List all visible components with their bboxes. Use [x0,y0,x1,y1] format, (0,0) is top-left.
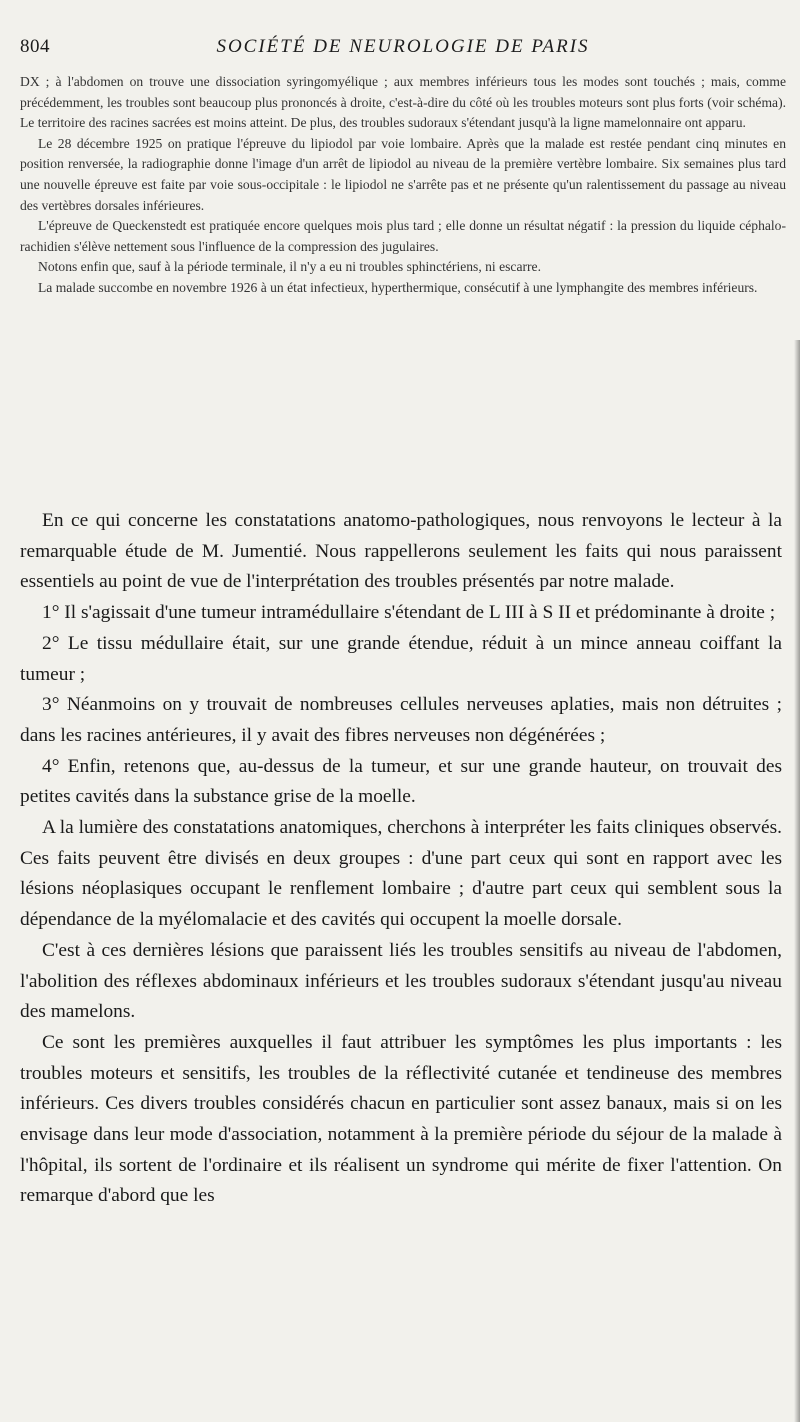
binding-shadow [794,340,800,1422]
page-number: 804 [20,36,50,57]
body-paragraph: 4° Enfin, retenons que, au-dessus de la tumeur, et sur une grande hauteur, on trouvait des petites cavités dans la substance grise de la moelle. [20,755,782,808]
case-notes-block [20,72,786,299]
body-paragraph: A la lumière des constatations anatomiques, cherchons à interpréter les faits cliniques observés. Ces faits peuvent être divisés en deux groupes : d'une part ceux qui sont en rapport avec les lésions néoplasiques occupant le renflement lombaire ; d'autre part ceux qui semblent sous la dépendance de la myélomalacie et des cavités qui occupent la moelle dorsale. [20,817,782,931]
running-title: SOCIÉTÉ DE NEUROLOGIE DE PARIS [216,36,590,57]
body-paragraph: C'est à ces dernières lésions que paraissent liés les troubles sensitifs au niveau de l'abdomen, l'abolition des réflexes abdominaux inférieurs et les troubles sudoraux s'étendant jusqu'au niveau des mamelons. [20,939,782,1023]
body-paragraph: 2° Le tissu médullaire était, sur une grande étendue, réduit à un mince anneau coiffant la tumeur ; [20,632,782,685]
body-paragraph: 1° Il s'agissait d'une tumeur intramédullaire s'étendant de L III à S II et prédominante à droite ; [42,602,776,624]
page-header [20,26,786,56]
case-note-paragraph: Le 28 décembre 1925 on pratique l'épreuve du lipiodol par voie lombaire. Après que la malade est restée pendant cinq minutes en position renversée, la radiographie donne l'image d'un arrêt de lipiodol au niveau de la première vertèbre lombaire. Six semaines plus tard une nouvelle épreuve est faite par voie sous-occipitale : le lipiodol ne s'arrête pas et ne présente qu'un ralentissement du passage au niveau des vertèbres dorsales inférieures. [20,135,786,213]
case-note-paragraph: Notons enfin que, sauf à la période terminale, il n'y a eu ni troubles sphinctériens, ni escarre. [38,259,541,275]
main-text-block [20,506,782,1212]
body-paragraph: Ce sont les premières auxquelles il faut attribuer les symptômes les plus importants : les troubles moteurs et sensitifs, les troubles de la réflectivité cutanée et tendineuse des membres inférieurs. Ces divers troubles considérés chacun en particulier sont assez banaux, mais si on les envisage dans leur mode d'association, notamment à la première période du séjour de la malade à l'hôpital, ils sortent de l'ordinaire et ils réalisent un syndrome qui mérite de fixer l'attention. On remarque d'abord que les [20,1031,782,1207]
case-note-paragraph: L'épreuve de Queckenstedt est pratiquée encore quelques mois plus tard ; elle donne un résultat négatif : la pression du liquide céphalo-rachidien s'élève nettement sous l'influence de la compression des jugulaires. [20,218,786,254]
case-note-paragraph: DX ; à l'abdomen on trouve une dissociation syringomyélique ; aux membres inférieurs tous les modes sont touchés ; mais, comme précédemment, les troubles sont beaucoup plus prononcés à droite, c'est-à-dire du côté où les troubles moteurs sont plus forts (voir schéma). Le territoire des racines sacrées est moins atteint. De plus, des troubles sudoraux s'étendant jusqu'à la ligne mamelonnaire ont apparu. [20,74,786,131]
case-note-paragraph: La malade succombe en novembre 1926 à un état infectieux, hyperthermique, consécutif à une lymphangite des membres inférieurs. [38,279,758,295]
body-paragraph: 3° Néanmoins on y trouvait de nombreuses cellules nerveuses aplaties, mais non détruites ; dans les racines antérieures, il y avait des fibres nerveuses non dégénérées ; [20,694,782,746]
body-paragraph: En ce qui concerne les constatations anatomo-pathologiques, nous renvoyons le lecteur à la remarquable étude de M. Jumentié. Nous rappellerons seulement les faits qui nous paraissent essentiels au point de vue de l'interprétation des troubles présentés par notre malade. [20,510,782,593]
